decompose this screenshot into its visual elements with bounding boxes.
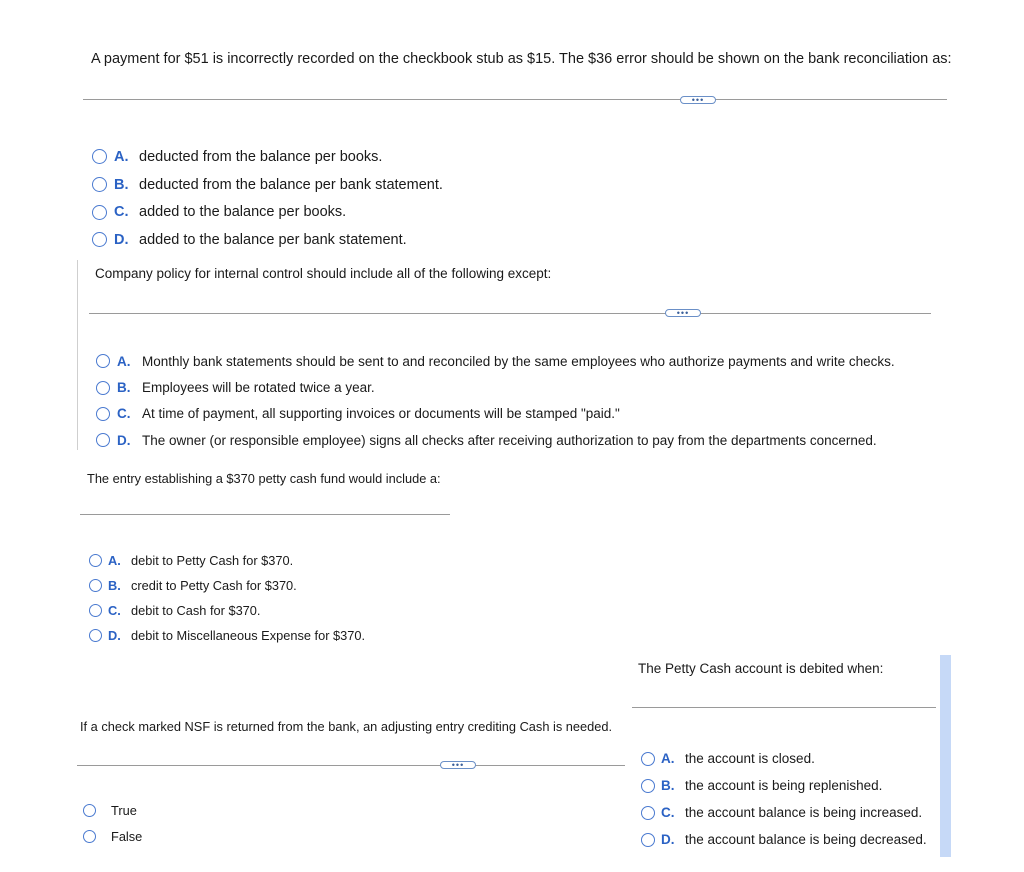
question-5-prompt: The Petty Cash account is debited when: (638, 661, 884, 676)
option-letter: B. (117, 380, 131, 396)
question-2-option-b[interactable] (96, 374, 895, 400)
question-1-option-c[interactable] (92, 198, 443, 226)
question-2-prompt: Company policy for internal control should include all of the following except: (95, 266, 552, 281)
option-text: the account balance is being decreased. (685, 832, 927, 847)
question-5-option-a[interactable] (641, 745, 927, 772)
question-3-option-b[interactable] (89, 573, 365, 598)
option-text: The owner (or responsible employee) signs all checks after receiving authorization to pay from the departments concerned. (142, 432, 877, 448)
question-4-option-false[interactable] (83, 824, 142, 850)
option-letter: B. (114, 176, 129, 193)
radio-button-icon[interactable] (96, 354, 110, 368)
radio-button-icon[interactable] (89, 579, 102, 592)
radio-button-icon[interactable] (96, 433, 110, 447)
radio-button-icon[interactable] (92, 149, 107, 164)
question-3-option-c[interactable] (89, 598, 365, 623)
question-1-expand-button[interactable]: ••• (680, 96, 716, 104)
option-letter: B. (661, 778, 675, 793)
option-text: the account is being replenished. (685, 778, 883, 793)
question-3-options (89, 548, 365, 648)
option-letter: C. (117, 406, 131, 422)
question-1-option-b[interactable] (92, 171, 443, 199)
option-text: At time of payment, all supporting invoices or documents will be stamped "paid." (142, 406, 620, 422)
radio-button-icon[interactable] (83, 830, 96, 843)
question-5-options (641, 745, 927, 853)
radio-button-icon[interactable] (96, 407, 110, 421)
radio-button-icon[interactable] (641, 833, 655, 847)
question-5-option-b[interactable] (641, 772, 927, 799)
question-4-expand-button[interactable]: ••• (440, 761, 476, 769)
option-text: added to the balance per books. (139, 204, 347, 221)
radio-button-icon[interactable] (92, 177, 107, 192)
option-letter: A. (114, 148, 129, 165)
option-letter: C. (108, 603, 121, 618)
question-4-divider (77, 765, 625, 766)
question-5-divider (632, 707, 936, 708)
option-text: the account is closed. (685, 751, 815, 766)
option-text: credit to Petty Cash for $370. (131, 578, 297, 593)
option-text: the account balance is being increased. (685, 805, 923, 820)
question-2-option-d[interactable] (96, 427, 895, 453)
radio-button-icon[interactable] (641, 779, 655, 793)
option-text: debit to Petty Cash for $370. (131, 553, 294, 568)
option-text: debit to Cash for $370. (131, 603, 261, 618)
question-5-option-c[interactable] (641, 799, 927, 826)
radio-button-icon[interactable] (89, 554, 102, 567)
radio-button-icon[interactable] (641, 806, 655, 820)
option-letter: D. (661, 832, 675, 847)
question-2-left-border (77, 260, 78, 450)
radio-button-icon[interactable] (89, 629, 102, 642)
question-5-scrollbar[interactable] (940, 655, 951, 857)
question-2-divider (89, 313, 931, 314)
question-3-option-a[interactable] (89, 548, 365, 573)
option-letter: B. (108, 578, 121, 593)
option-letter: D. (117, 432, 131, 448)
question-4-option-true[interactable] (83, 798, 142, 824)
option-letter: A. (117, 353, 131, 369)
question-1-divider (83, 99, 947, 100)
option-text: True (111, 803, 137, 819)
option-text: Employees will be rotated twice a year. (142, 380, 375, 396)
question-4-options (83, 798, 142, 849)
question-4-prompt: If a check marked NSF is returned from the bank, an adjusting entry crediting Cash is needed. (80, 719, 613, 734)
question-2-option-a[interactable] (96, 348, 895, 374)
option-letter: A. (108, 553, 121, 568)
option-text: debit to Miscellaneous Expense for $370. (131, 628, 366, 643)
option-text: deducted from the balance per books. (139, 148, 383, 165)
option-letter: C. (114, 204, 129, 221)
option-letter: A. (661, 751, 675, 766)
radio-button-icon[interactable] (92, 232, 107, 247)
option-text: Monthly bank statements should be sent to and reconciled by the same employees who authorize payments and write checks. (142, 353, 895, 369)
option-text: added to the balance per bank statement. (139, 231, 407, 248)
radio-button-icon[interactable] (641, 752, 655, 766)
question-1-options (92, 143, 443, 254)
question-2-options (96, 348, 895, 454)
radio-button-icon[interactable] (89, 604, 102, 617)
question-3-prompt: The entry establishing a $370 petty cash fund would include a: (87, 471, 441, 486)
option-text: False (111, 828, 143, 844)
radio-button-icon[interactable] (96, 381, 110, 395)
option-text: deducted from the balance per bank statement. (139, 176, 443, 193)
option-letter: D. (114, 231, 129, 248)
radio-button-icon[interactable] (92, 205, 107, 220)
question-5-option-d[interactable] (641, 826, 927, 853)
radio-button-icon[interactable] (83, 804, 96, 817)
option-letter: D. (108, 628, 121, 643)
question-3-divider (80, 514, 450, 515)
option-letter: C. (661, 805, 675, 820)
question-1-option-a[interactable] (92, 143, 443, 171)
question-3-option-d[interactable] (89, 623, 365, 648)
question-2-expand-button[interactable]: ••• (665, 309, 701, 317)
question-1-prompt: A payment for $51 is incorrectly recorded on the checkbook stub as $15. The $36 error should be shown on the bank reconciliation as: (91, 51, 952, 67)
question-1-option-d[interactable] (92, 226, 443, 254)
question-2-option-c[interactable] (96, 401, 895, 427)
